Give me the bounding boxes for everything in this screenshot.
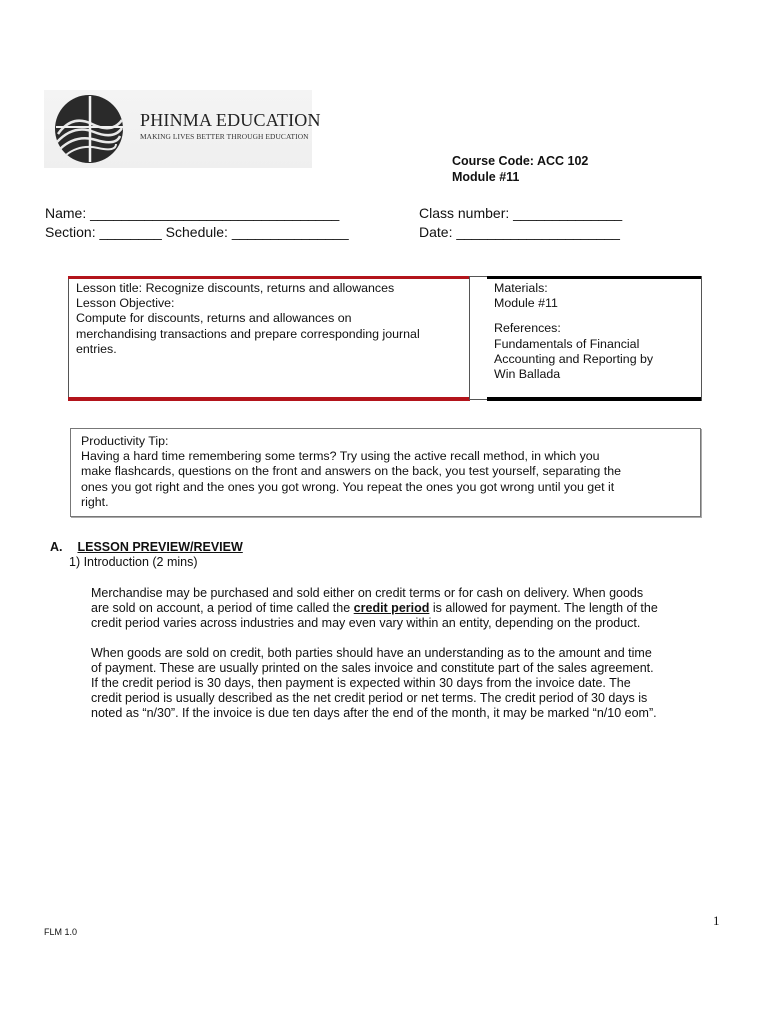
paragraph-line: credit period is usually described as the net credit period or net terms. The credit period of 30 days is	[91, 691, 648, 705]
tip-line: make flashcards, questions on the front and answers on the back, you test yourself, separating the	[81, 464, 621, 479]
text-run: are sold on account, a period of time called the	[91, 601, 354, 615]
class-number-field[interactable]: Class number: ______________	[419, 205, 623, 221]
lesson-box-top-border	[68, 276, 470, 279]
paragraph-credit-period	[91, 646, 721, 721]
paragraph-line: If the credit period is 30 days, then payment is expected within 30 days from the invoice date. The	[91, 676, 631, 690]
paragraph-line: When goods are sold on credit, both parties should have an understanding as to the amount and time	[91, 646, 652, 660]
introduction-item: 1) Introduction (2 mins)	[69, 555, 198, 569]
paragraph-line	[91, 601, 721, 616]
productivity-tip-box	[70, 428, 701, 517]
lesson-box-bottom-border	[68, 397, 470, 401]
paragraph-line: Merchandise may be purchased and sold either on credit terms or for cash on delivery. When goods	[91, 586, 644, 600]
section-a-heading	[50, 540, 243, 554]
lesson-objective-line: entries.	[76, 341, 117, 356]
materials-content	[494, 281, 653, 382]
name-field[interactable]: Name: ________________________________	[45, 205, 340, 221]
paragraph-line: credit period varies across industries and may even vary within an entity, depending on the product.	[91, 616, 641, 630]
box-gap	[470, 276, 487, 400]
paragraph-line: noted as “n/30”. If the invoice is due ten days after the end of the month, it may be marked “n/10 eom”.	[91, 706, 657, 720]
text-run: is allowed for payment. The length of the	[429, 601, 658, 615]
references-label: References:	[494, 321, 561, 336]
materials-value: Module #11	[494, 296, 558, 311]
section-title: LESSON PREVIEW/REVIEW	[77, 540, 243, 554]
credit-period-term: credit period	[353, 601, 430, 615]
materials-label: Materials:	[494, 281, 548, 295]
reference-line: Fundamentals of Financial	[494, 336, 640, 351]
lesson-objective-line: Compute for discounts, returns and allowances on	[76, 311, 352, 326]
course-code: Course Code: ACC 102	[452, 154, 589, 168]
lesson-objective-line: merchandising transactions and prepare corresponding journal	[76, 326, 420, 341]
module-number: Module #11	[452, 170, 520, 184]
logo-globe-icon	[52, 94, 126, 164]
section-marker: A.	[50, 540, 63, 554]
lesson-title: Lesson title: Recognize discounts, returns and allowances	[76, 281, 395, 295]
footer-version: FLM 1.0	[44, 927, 78, 937]
lesson-content	[76, 281, 420, 357]
productivity-tip-text	[81, 434, 693, 510]
tip-line: ones you got right and the ones you got wrong. You repeat the ones you got wrong until you get it	[81, 479, 615, 494]
lesson-objective-label: Lesson Objective:	[76, 296, 175, 311]
reference-line: Win Ballada	[494, 367, 561, 382]
page-number: 1	[713, 913, 720, 928]
logo-brand-text: PHINMA EDUCATION	[140, 110, 321, 130]
date-field[interactable]: Date: _____________________	[419, 224, 620, 240]
materials-box-top-border	[487, 276, 701, 279]
course-info	[452, 153, 588, 185]
tip-line: right.	[81, 494, 109, 509]
phinma-logo	[44, 90, 321, 168]
tip-line: Having a hard time remembering some terms? Try using the active recall method, in which you	[81, 449, 600, 464]
logo-tagline: MAKING LIVES BETTER THROUGH EDUCATION	[140, 132, 309, 141]
section-schedule-field[interactable]: Section: ________ Schedule: _______________	[45, 224, 349, 240]
reference-line: Accounting and Reporting by	[494, 351, 654, 366]
materials-box-bottom-border	[487, 397, 701, 401]
paragraph-line: of payment. These are usually printed on the sales invoice and constitute part of the sales agreement.	[91, 661, 654, 675]
tip-label: Productivity Tip:	[81, 434, 169, 448]
paragraph-credit-terms	[91, 586, 721, 631]
